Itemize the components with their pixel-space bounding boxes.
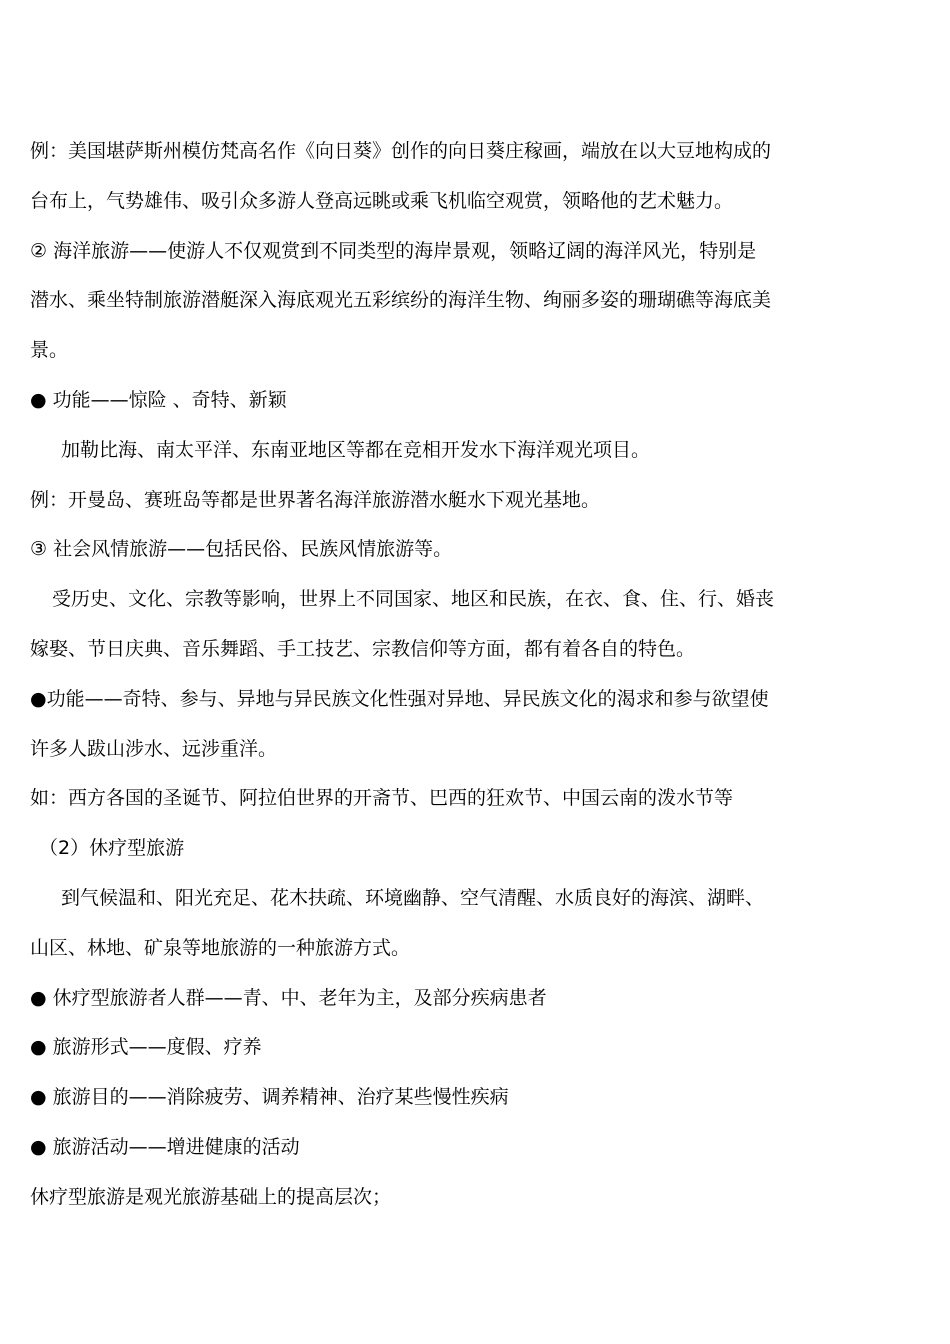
text-line-13: 许多人跋山涉水、远涉重洋。 (30, 737, 278, 760)
text-line-3: ② 海洋旅游——使游人不仅观赏到不同类型的海岸景观，领略辽阔的海洋风光，特别是 (30, 239, 757, 262)
text-line-17: 山区、林地、矿泉等地旅游的一种旅游方式。 (30, 936, 411, 959)
text-line-4: 潜水、乘坐特制旅游潜艇深入海底观光五彩缤纷的海洋生物、绚丽多姿的珊瑚礁等海底美 (30, 289, 772, 312)
text-line-10: 受历史、文化、宗教等影响，世界上不同国家、地区和民族，在衣、食、住、行、婚丧 (52, 588, 775, 611)
text-line-22: 休疗型旅游是观光旅游基础上的提高层次； (30, 1185, 392, 1208)
text-line-6: ● 功能——惊险 、奇特、新颖 (30, 388, 287, 411)
text-line-18: ● 休疗型旅游者人群——青、中、老年为主，及部分疾病患者 (30, 986, 547, 1009)
text-line-2: 台布上，气势雄伟、吸引众多游人登高远眺或乘飞机临空观赏，领略他的艺术魅力。 (30, 189, 734, 212)
text-line-9: ③ 社会风情旅游——包括民俗、民族风情旅游等。 (30, 538, 453, 561)
text-line-11: 嫁娶、节日庆典、音乐舞蹈、手工技艺、宗教信仰等方面，都有着各自的特色。 (30, 637, 696, 660)
text-line-8: 例：开曼岛、赛班岛等都是世界著名海洋旅游潜水艇水下观光基地。 (30, 488, 601, 511)
document-page (30, 127, 920, 1223)
text-line-15: （2）休疗型旅游 (39, 837, 185, 860)
text-line-14: 如：西方各国的圣诞节、阿拉伯世界的开斋节、巴西的狂欢节、中国云南的泼水节等 (30, 787, 734, 810)
text-line-16: 到气候温和、阳光充足、花木扶疏、环境幽静、空气清醒、水质良好的海滨、湖畔、 (61, 886, 765, 909)
text-line-20: ● 旅游目的——消除疲劳、调养精神、治疗某些慢性疾病 (30, 1086, 509, 1109)
text-line-7: 加勒比海、南太平洋、东南亚地区等都在竞相开发水下海洋观光项目。 (61, 438, 651, 461)
text-line-5: 景。 (30, 339, 69, 362)
text-line-21: ● 旅游活动——增进健康的活动 (30, 1135, 300, 1158)
text-line-19: ● 旅游形式——度假、疗养 (30, 1036, 262, 1059)
text-line-1: 例：美国堪萨斯州模仿梵高名作《向日葵》创作的向日葵庄稼画，端放在以大豆地构成的 (30, 140, 772, 162)
text-line-12: ●功能——奇特、参与、异地与异民族文化性强对异地、异民族文化的渴求和参与欲望使 (30, 687, 769, 710)
